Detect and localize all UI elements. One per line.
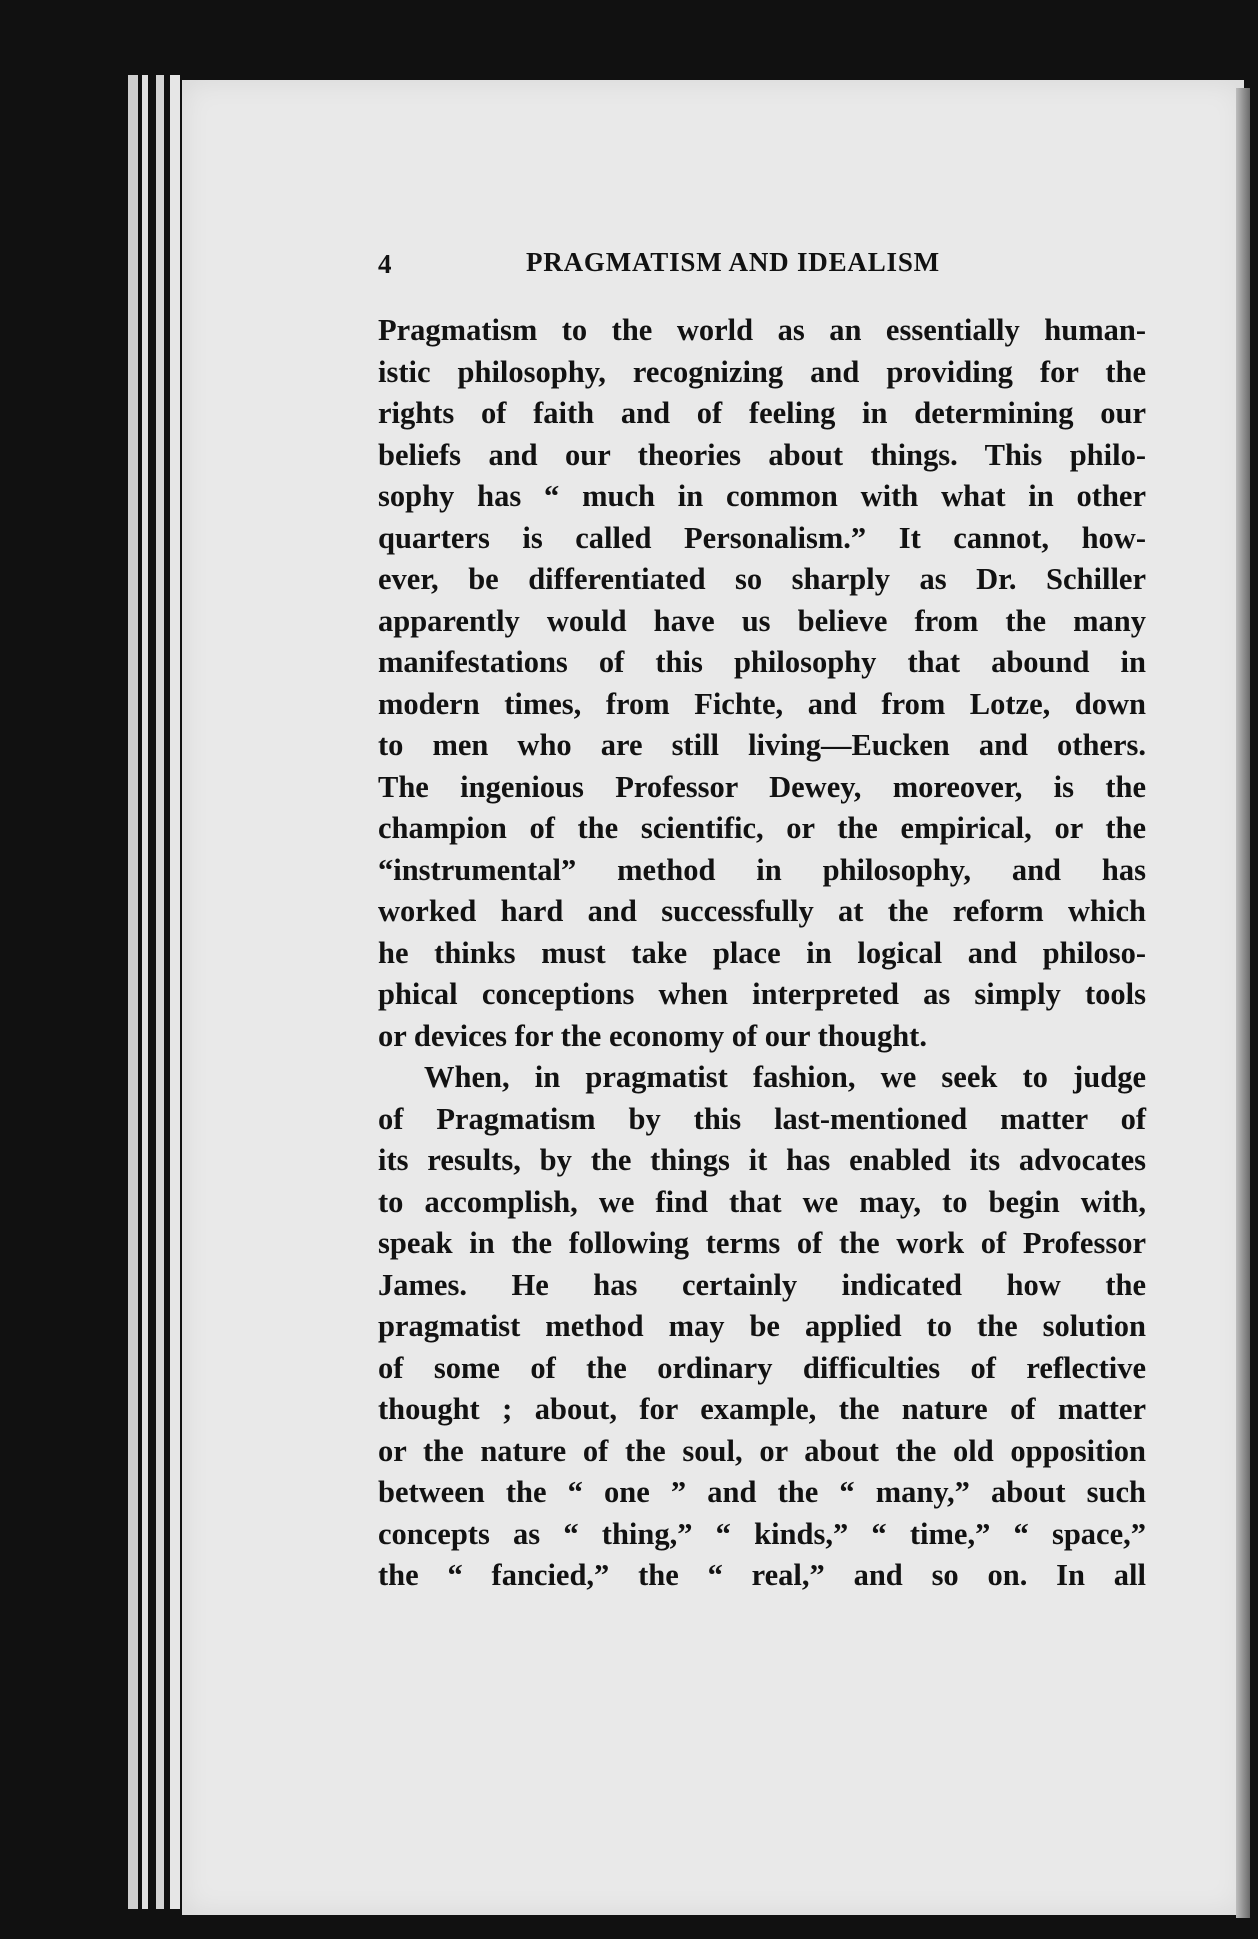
text-line: rights of faith and of feeling in determining our — [378, 396, 1146, 430]
page-shadow-edge — [1236, 88, 1250, 1918]
text-line: the “ fancied,” the “ real,” and so on. In all — [378, 1558, 1146, 1592]
text-line: Pragmatism to the world as an essentially human- — [378, 313, 1146, 347]
text-line: thought ; about, for example, the nature of matter — [378, 1392, 1146, 1426]
text-line: champion of the scientific, or the empirical, or the — [378, 811, 1146, 845]
text-line: The ingenious Professor Dewey, moreover, is the — [378, 769, 1146, 804]
page-number: 4 — [378, 249, 392, 279]
page-edge — [156, 75, 164, 1909]
text-line: or the nature of the soul, or about the old opposition — [378, 1433, 1146, 1468]
text-line: ever, be differentiated so sharply as Dr. Schiller — [378, 562, 1146, 596]
text-line: istic philosophy, recognizing and providing for the — [378, 354, 1146, 389]
text-line: phical conceptions when interpreted as simply tools — [378, 977, 1146, 1011]
text-line: apparently would have us believe from the many — [378, 603, 1146, 638]
text-line: concepts as “ thing,” “ kinds,” “ time,” “ space,” — [378, 1516, 1146, 1551]
text-line: quarters is called Personalism.” It cannot, how- — [378, 520, 1146, 555]
text-line: “instrumental” method in philosophy, and has — [378, 852, 1146, 887]
text-line: beliefs and our theories about things. This philo- — [378, 437, 1146, 472]
text-line: sophy has “ much in common with what in other — [378, 479, 1146, 513]
text-line: manifestations of this philosophy that abound in — [378, 645, 1146, 679]
text-line: of Pragmatism by this last-mentioned matter of — [378, 1101, 1146, 1136]
text-line: its results, by the things it has enabled its advocates — [378, 1143, 1146, 1177]
text-line: he thinks must take place in logical and philoso- — [378, 935, 1146, 970]
text-line: between the “ one ” and the “ many,” about such — [378, 1475, 1146, 1509]
running-head: PRAGMATISM AND IDEALISM — [526, 247, 940, 277]
text-line: James. He has certainly indicated how the — [378, 1267, 1146, 1302]
page-edge — [142, 75, 148, 1909]
text-line: worked hard and successfully at the reform which — [378, 894, 1146, 928]
text-line: When, in pragmatist fashion, we seek to judge — [424, 1060, 1146, 1094]
page-edge — [128, 75, 138, 1909]
text-line: or devices for the economy of our thought. — [378, 1018, 927, 1053]
page-edge — [170, 75, 180, 1909]
body-text — [378, 310, 1146, 1597]
page-header — [378, 243, 1138, 283]
text-line: to accomplish, we find that we may, to begin with, — [378, 1184, 1146, 1219]
text-line: pragmatist method may be applied to the solution — [378, 1309, 1146, 1343]
text-line: of some of the ordinary difficulties of reflective — [378, 1350, 1146, 1385]
text-line: modern times, from Fichte, and from Lotze, down — [378, 686, 1146, 721]
text-line: speak in the following terms of the work of Professor — [378, 1226, 1146, 1260]
text-line: to men who are still living—Eucken and others. — [378, 728, 1146, 762]
